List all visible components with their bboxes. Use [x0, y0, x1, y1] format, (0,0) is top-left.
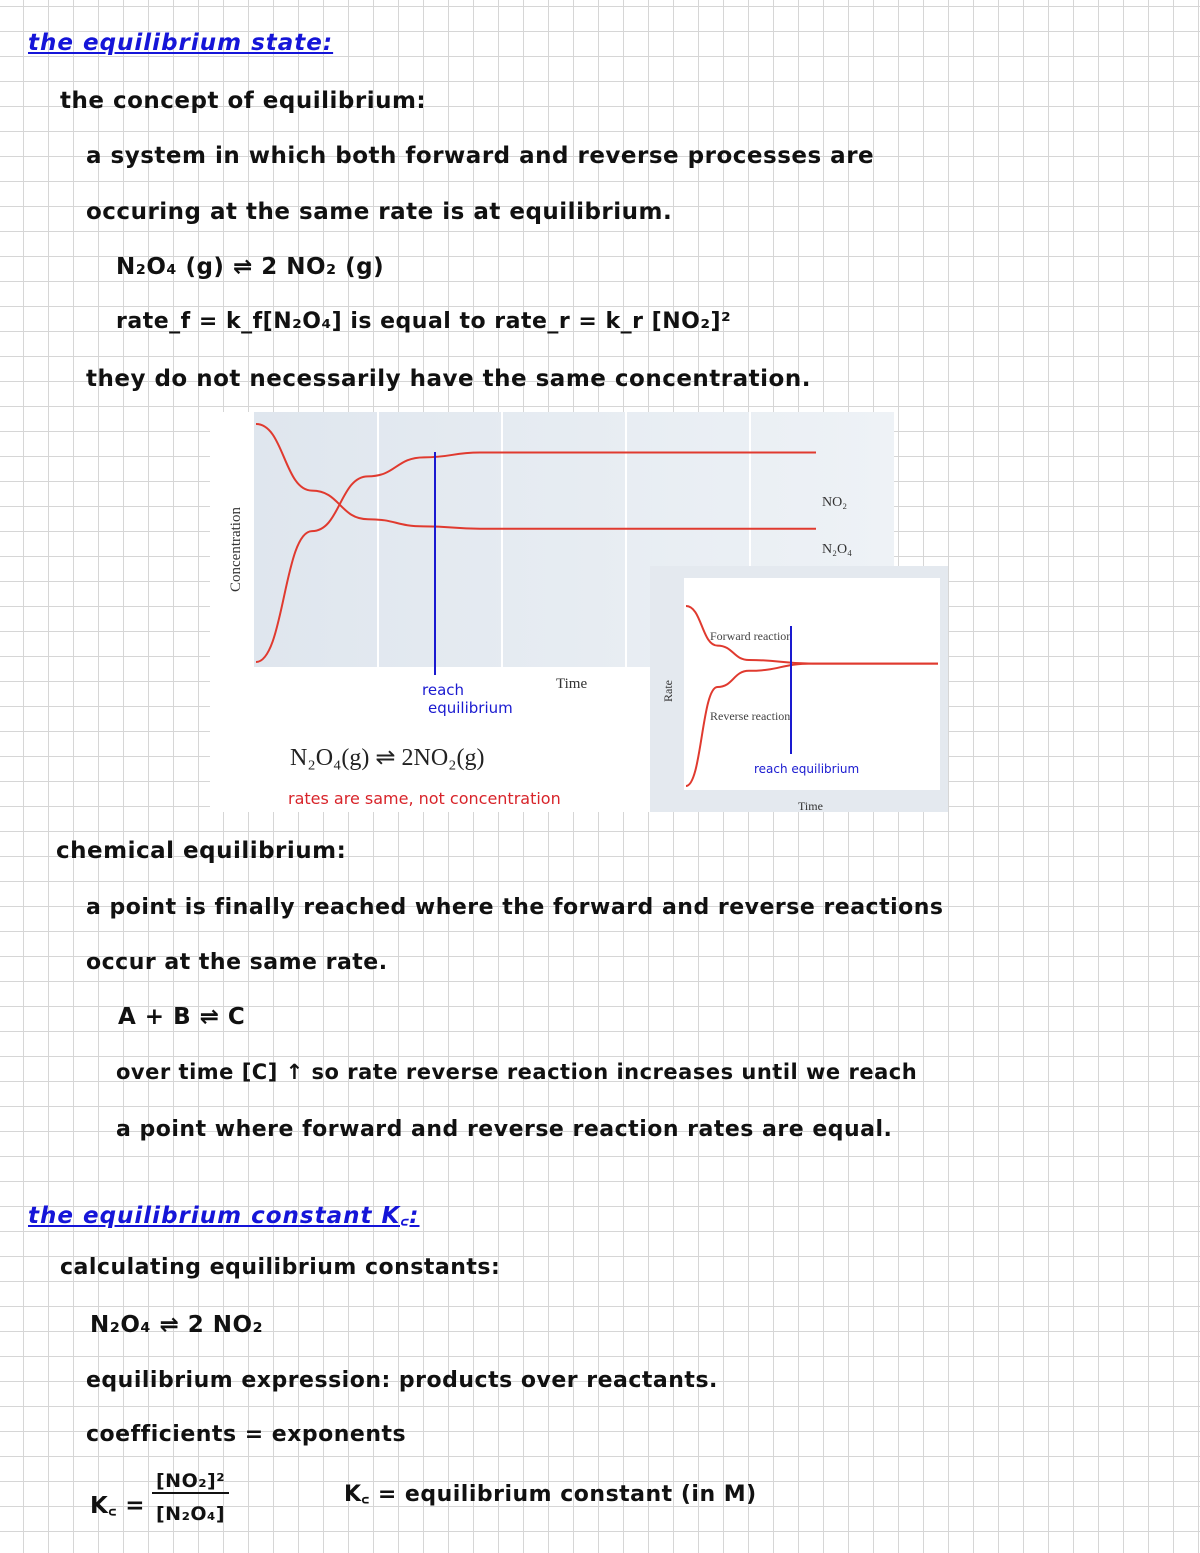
equation-n2o4-2no2: N₂O₄ ⇌ 2 NO₂ [90, 1312, 264, 1338]
rate-x-axis-label: Time [798, 799, 823, 812]
series-label-n2o4: N₂O₄ [822, 542, 852, 557]
text-line: a point is finally reached where the forward and reverse reactions [86, 895, 944, 920]
kc-denominator: [N₂O₄] [156, 1503, 226, 1525]
series-label-no2: NO₂ [822, 495, 848, 510]
subheading-calculating: calculating equilibrium constants: [60, 1255, 501, 1280]
reverse-reaction-label: Reverse reaction [710, 709, 791, 723]
equation-n2o4: N₂O₄ (g) ⇌ 2 NO₂ (g) [116, 254, 385, 280]
heading-equilibrium-constant: the equilibrium constant K꜀: [28, 1203, 420, 1229]
forward-reaction-label: Forward reaction [710, 629, 793, 643]
rate-chart [650, 566, 948, 812]
kc-label: K꜀ = [90, 1493, 146, 1519]
text-line: a point where forward and reverse reaction rates are equal. [116, 1117, 893, 1142]
subheading-chemical-equilibrium: chemical equilibrium: [56, 838, 347, 864]
figure-equation: N₂O₄(g) ⇌ 2NO₂(g) [290, 745, 485, 771]
text-line: occuring at the same rate is at equilibrium. [86, 199, 673, 225]
equilibrium-label: equilibrium [428, 699, 513, 717]
heading-equilibrium-state: the equilibrium state: [28, 30, 334, 56]
rate-plot-area [684, 578, 940, 790]
rate-equation: rate_f = k_f[N₂O₄] is equal to rate_r = k_r [NO₂]² [116, 309, 732, 334]
kc-definition: K꜀ = equilibrium constant (in M) [344, 1482, 757, 1507]
figure-note: rates are same, not concentration [288, 789, 561, 808]
text-line: occur at the same rate. [86, 950, 388, 975]
y-axis-label: Concentration [228, 507, 244, 592]
equation-abc: A + B ⇌ C [118, 1004, 246, 1030]
text-line: equilibrium expression: products over reactants. [86, 1368, 718, 1393]
text-line: coefficients = exponents [86, 1422, 407, 1447]
rate-reach-equilibrium: reach equilibrium [754, 762, 860, 776]
text-line: a system in which both forward and reverse processes are [86, 143, 875, 169]
text-line: they do not necessarily have the same concentration. [86, 366, 811, 392]
figure-rate [650, 566, 948, 812]
reach-label: reach [422, 681, 465, 699]
rate-y-axis-label: Rate [661, 680, 675, 702]
subheading-concept: the concept of equilibrium: [60, 88, 427, 114]
kc-numerator: [NO₂]² [152, 1470, 229, 1494]
x-axis-label: Time [556, 676, 588, 692]
text-line: over time [C] ↑ so rate reverse reaction increases until we reach [116, 1060, 918, 1084]
